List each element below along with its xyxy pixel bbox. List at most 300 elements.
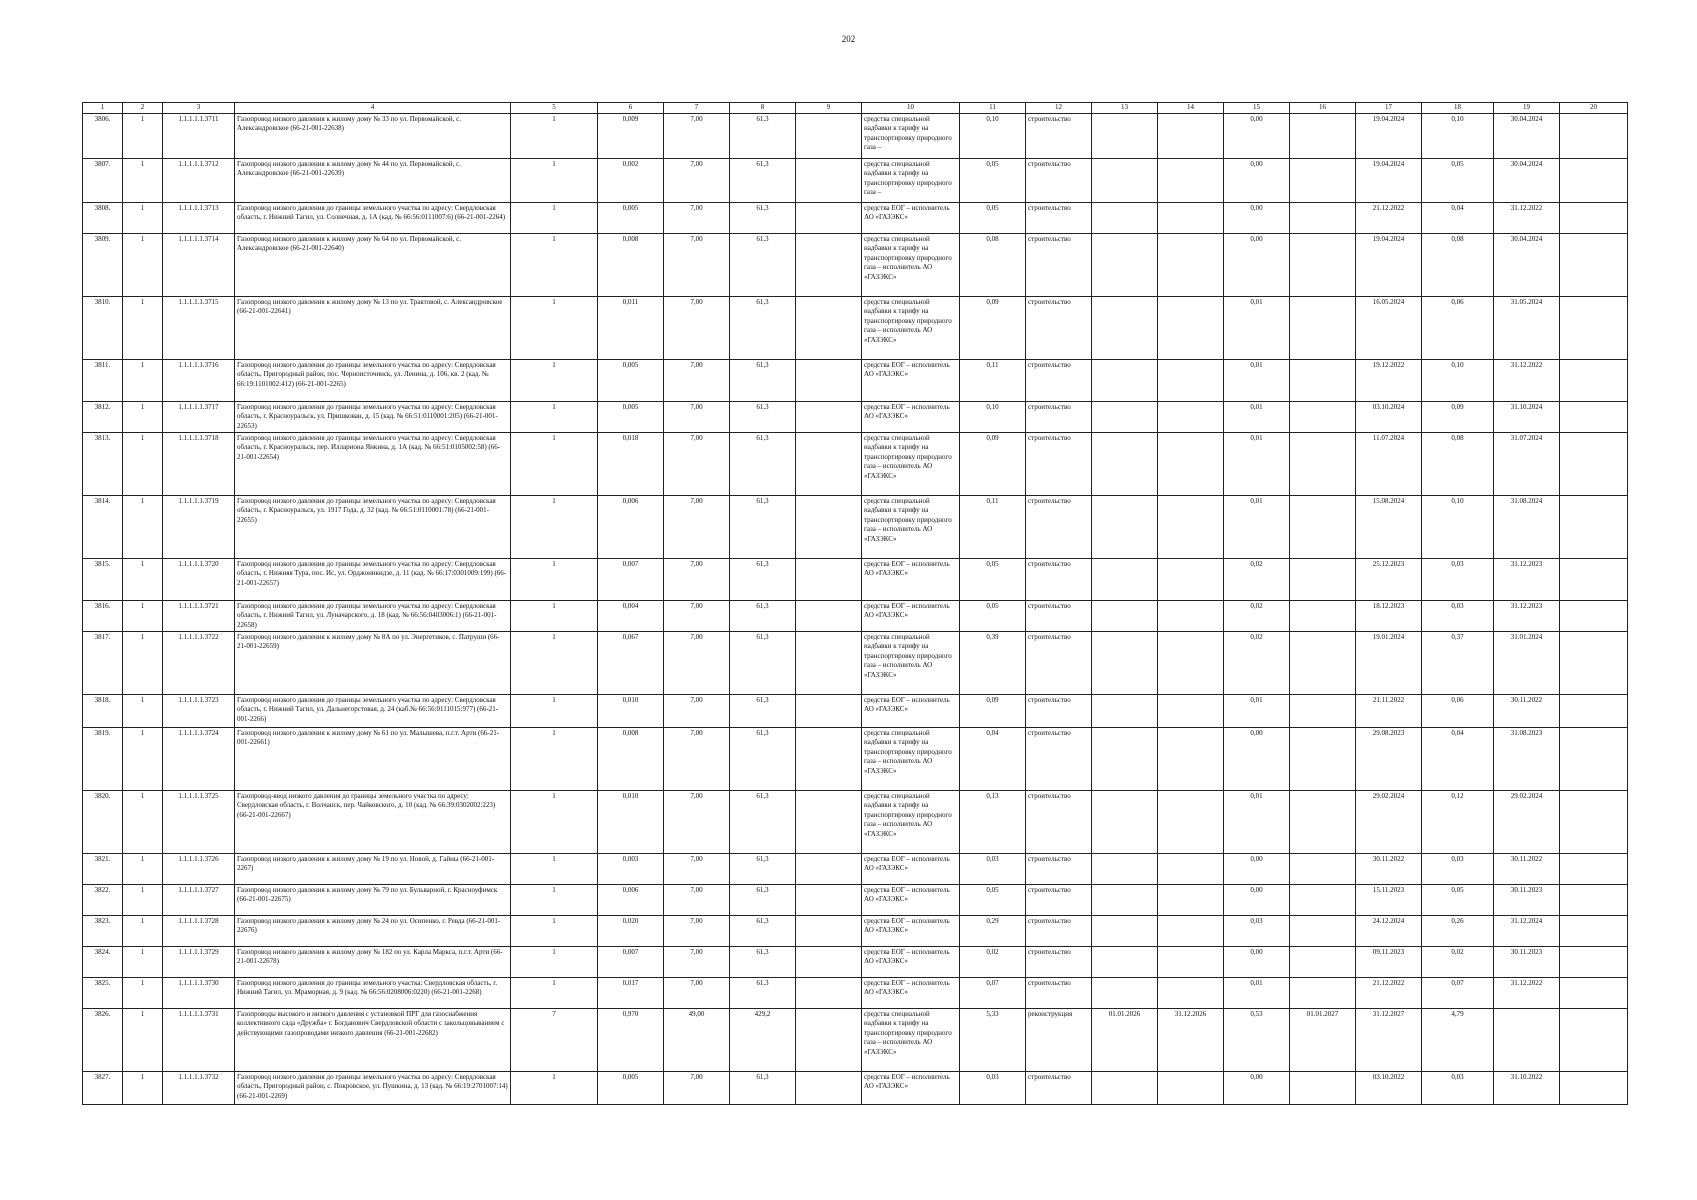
cell-col-9 bbox=[796, 727, 862, 790]
cell-col-4: Газопровод низкого давления до границы земельного участка по адресу: Свердловская область, г. Нижний Тагил, ул. Луначарского, д. 18 (кад. № 66:56:0403006:1) (66-21-001-22658) bbox=[235, 600, 511, 631]
table-body bbox=[83, 113, 1628, 1104]
cell-col-9 bbox=[796, 1071, 862, 1104]
cell-col-17: 21.12.2022 bbox=[1356, 977, 1422, 1008]
cell-col-19: 30.11.2023 bbox=[1494, 884, 1560, 915]
column-number-13: 13 bbox=[1092, 103, 1158, 114]
table-row bbox=[83, 296, 1628, 359]
cell-col-4: Газопровод низкого давления к жилому дому № 44 по ул. Первомайской, с. Александровское (66-21-001-22639) bbox=[235, 158, 511, 202]
cell-col-12: реконструкция bbox=[1026, 1008, 1092, 1071]
cell-col-8: 61,3 bbox=[730, 1071, 796, 1104]
table-row bbox=[83, 495, 1628, 558]
cell-col-2: 1 bbox=[123, 631, 163, 694]
cell-col-5: 1 bbox=[511, 233, 598, 296]
cell-col-3: 1.1.1.1.1.3731 bbox=[163, 1008, 235, 1071]
cell-col-14 bbox=[1158, 977, 1224, 1008]
cell-col-12: строительство bbox=[1026, 558, 1092, 600]
cell-col-14 bbox=[1158, 884, 1224, 915]
cell-col-13 bbox=[1092, 694, 1158, 727]
cell-col-17: 29.08.2023 bbox=[1356, 727, 1422, 790]
cell-col-11: 0,10 bbox=[960, 401, 1026, 432]
cell-col-9 bbox=[796, 558, 862, 600]
column-number-7: 7 bbox=[664, 103, 730, 114]
cell-col-11: 0,11 bbox=[960, 359, 1026, 401]
cell-col-16 bbox=[1290, 790, 1356, 853]
cell-col-1: 3820. bbox=[83, 790, 123, 853]
cell-col-4: Газопроводы высокого и низкого давления с установкой ПРГ для газоснабжения коллективного сада «Дружба» г. Богданович Свердловской области с закольцовыванием с действующими газопроводами низкого давления (66-21-001-22682) bbox=[235, 1008, 511, 1071]
cell-col-17: 19.04.2024 bbox=[1356, 113, 1422, 158]
cell-col-5: 1 bbox=[511, 884, 598, 915]
cell-col-1: 3807. bbox=[83, 158, 123, 202]
table-row bbox=[83, 915, 1628, 946]
cell-col-6: 0,007 bbox=[598, 946, 664, 977]
cell-col-10: средства специальной надбавки к тарифу на транспортировку природного газа – bbox=[862, 113, 960, 158]
cell-col-7: 7,00 bbox=[664, 727, 730, 790]
cell-col-6: 0,006 bbox=[598, 884, 664, 915]
cell-col-8: 61,3 bbox=[730, 946, 796, 977]
cell-col-14 bbox=[1158, 694, 1224, 727]
cell-col-11: 0,08 bbox=[960, 233, 1026, 296]
cell-col-19: 31.08.2023 bbox=[1494, 727, 1560, 790]
cell-col-20 bbox=[1560, 558, 1628, 600]
cell-col-6: 0,005 bbox=[598, 359, 664, 401]
cell-col-3: 1.1.1.1.1.3718 bbox=[163, 432, 235, 495]
cell-col-17: 19.04.2024 bbox=[1356, 233, 1422, 296]
cell-col-15: 0,01 bbox=[1224, 694, 1290, 727]
column-number-9: 9 bbox=[796, 103, 862, 114]
cell-col-4: Газопровод низкого давления до границы земельного участка по адресу: Свердловская область, г. Нижний Тагил, ул. Солнечная, д. 1А (кад. № 66:56:0111007:6) (66-21-001-2264) bbox=[235, 202, 511, 233]
cell-col-4: Газопровод низкого давления к жилому дому № 61 по ул. Малышева, п.г.т. Арти (66-21-001-22661) bbox=[235, 727, 511, 790]
cell-col-13 bbox=[1092, 296, 1158, 359]
cell-col-13 bbox=[1092, 727, 1158, 790]
cell-col-11: 0,05 bbox=[960, 202, 1026, 233]
cell-col-2: 1 bbox=[123, 915, 163, 946]
cell-col-19: 30.04.2024 bbox=[1494, 158, 1560, 202]
cell-col-19: 31.12.2024 bbox=[1494, 915, 1560, 946]
cell-col-8: 61,3 bbox=[730, 600, 796, 631]
cell-col-10: средства ЕОГ – исполнитель АО «ГАЗЭКС» bbox=[862, 977, 960, 1008]
cell-col-5: 1 bbox=[511, 631, 598, 694]
cell-col-6: 0,006 bbox=[598, 495, 664, 558]
cell-col-20 bbox=[1560, 296, 1628, 359]
cell-col-19: 30.11.2022 bbox=[1494, 694, 1560, 727]
cell-col-1: 3808. bbox=[83, 202, 123, 233]
cell-col-9 bbox=[796, 977, 862, 1008]
cell-col-6: 0,018 bbox=[598, 432, 664, 495]
cell-col-19: 30.11.2023 bbox=[1494, 946, 1560, 977]
table-row bbox=[83, 853, 1628, 884]
cell-col-19: 31.10.2024 bbox=[1494, 401, 1560, 432]
cell-col-15: 0,01 bbox=[1224, 432, 1290, 495]
cell-col-1: 3809. bbox=[83, 233, 123, 296]
cell-col-14 bbox=[1158, 401, 1224, 432]
cell-col-16 bbox=[1290, 202, 1356, 233]
cell-col-11: 0,05 bbox=[960, 558, 1026, 600]
cell-col-19: 31.12.2022 bbox=[1494, 977, 1560, 1008]
cell-col-14 bbox=[1158, 1071, 1224, 1104]
cell-col-11: 0,07 bbox=[960, 977, 1026, 1008]
cell-col-8: 61,3 bbox=[730, 202, 796, 233]
cell-col-15: 0,00 bbox=[1224, 202, 1290, 233]
cell-col-16 bbox=[1290, 1071, 1356, 1104]
cell-col-9 bbox=[796, 158, 862, 202]
cell-col-17: 21.11.2022 bbox=[1356, 694, 1422, 727]
cell-col-10: средства ЕОГ – исполнитель АО «ГАЗЭКС» bbox=[862, 853, 960, 884]
cell-col-7: 7,00 bbox=[664, 915, 730, 946]
cell-col-14 bbox=[1158, 202, 1224, 233]
cell-col-7: 49,00 bbox=[664, 1008, 730, 1071]
table-row bbox=[83, 1071, 1628, 1104]
cell-col-20 bbox=[1560, 495, 1628, 558]
cell-col-11: 0,04 bbox=[960, 727, 1026, 790]
cell-col-13 bbox=[1092, 495, 1158, 558]
cell-col-3: 1.1.1.1.1.3719 bbox=[163, 495, 235, 558]
cell-col-19: 31.01.2024 bbox=[1494, 631, 1560, 694]
cell-col-5: 1 bbox=[511, 694, 598, 727]
cell-col-8: 61,3 bbox=[730, 233, 796, 296]
cell-col-12: строительство bbox=[1026, 694, 1092, 727]
cell-col-5: 1 bbox=[511, 202, 598, 233]
cell-col-17: 25.12.2023 bbox=[1356, 558, 1422, 600]
cell-col-8: 61,3 bbox=[730, 915, 796, 946]
cell-col-5: 1 bbox=[511, 853, 598, 884]
cell-col-2: 1 bbox=[123, 202, 163, 233]
cell-col-7: 7,00 bbox=[664, 694, 730, 727]
cell-col-18: 0,06 bbox=[1422, 296, 1494, 359]
cell-col-2: 1 bbox=[123, 694, 163, 727]
cell-col-15: 0,01 bbox=[1224, 790, 1290, 853]
cell-col-13 bbox=[1092, 853, 1158, 884]
cell-col-1: 3822. bbox=[83, 884, 123, 915]
cell-col-11: 5,33 bbox=[960, 1008, 1026, 1071]
cell-col-6: 0,003 bbox=[598, 853, 664, 884]
cell-col-7: 7,00 bbox=[664, 1071, 730, 1104]
cell-col-18: 0,03 bbox=[1422, 853, 1494, 884]
cell-col-3: 1.1.1.1.1.3723 bbox=[163, 694, 235, 727]
cell-col-13 bbox=[1092, 158, 1158, 202]
cell-col-14 bbox=[1158, 915, 1224, 946]
cell-col-19 bbox=[1494, 1008, 1560, 1071]
column-number-15: 15 bbox=[1224, 103, 1290, 114]
cell-col-13 bbox=[1092, 946, 1158, 977]
cell-col-9 bbox=[796, 853, 862, 884]
cell-col-8: 61,3 bbox=[730, 884, 796, 915]
cell-col-18: 0,03 bbox=[1422, 1071, 1494, 1104]
cell-col-11: 0,05 bbox=[960, 600, 1026, 631]
cell-col-11: 0,02 bbox=[960, 946, 1026, 977]
cell-col-18: 0,10 bbox=[1422, 495, 1494, 558]
cell-col-5: 7 bbox=[511, 1008, 598, 1071]
table-row bbox=[83, 158, 1628, 202]
cell-col-19: 31.12.2022 bbox=[1494, 202, 1560, 233]
cell-col-8: 61,3 bbox=[730, 359, 796, 401]
cell-col-13 bbox=[1092, 884, 1158, 915]
cell-col-10: средства ЕОГ – исполнитель АО «ГАЗЭКС» bbox=[862, 359, 960, 401]
cell-col-6: 0,005 bbox=[598, 1071, 664, 1104]
cell-col-9 bbox=[796, 600, 862, 631]
column-number-3: 3 bbox=[163, 103, 235, 114]
cell-col-19: 31.05.2024 bbox=[1494, 296, 1560, 359]
cell-col-18: 0,10 bbox=[1422, 359, 1494, 401]
cell-col-14 bbox=[1158, 946, 1224, 977]
cell-col-15: 0,01 bbox=[1224, 977, 1290, 1008]
cell-col-4: Газопровод низкого давления до границы земельного участка: Свердловская область, г. Нижний Тагил, ул. Мраморная, д. 9 (кад. № 66:56:0208006:0220) (66-21-001-2268) bbox=[235, 977, 511, 1008]
cell-col-2: 1 bbox=[123, 401, 163, 432]
cell-col-2: 1 bbox=[123, 884, 163, 915]
cell-col-20 bbox=[1560, 853, 1628, 884]
cell-col-12: строительство bbox=[1026, 296, 1092, 359]
cell-col-18: 0,10 bbox=[1422, 113, 1494, 158]
cell-col-4: Газопровод низкого давления к жилому дому № 33 по ул. Первомайской, с. Александровское (66-21-001-22638) bbox=[235, 113, 511, 158]
cell-col-9 bbox=[796, 1008, 862, 1071]
cell-col-12: строительство bbox=[1026, 359, 1092, 401]
cell-col-15: 0,00 bbox=[1224, 158, 1290, 202]
cell-col-15: 0,02 bbox=[1224, 558, 1290, 600]
cell-col-4: Газопровод низкого давления к жилому дому № 19 по ул. Новой, д. Гайны (66-21-001-2267) bbox=[235, 853, 511, 884]
cell-col-12: строительство bbox=[1026, 495, 1092, 558]
cell-col-7: 7,00 bbox=[664, 884, 730, 915]
cell-col-4: Газопровод низкого давления к жилому дому № 24 по ул. Осипенко, г. Ревда (66-21-001-22676) bbox=[235, 915, 511, 946]
cell-col-18: 0,08 bbox=[1422, 432, 1494, 495]
cell-col-8: 61,3 bbox=[730, 977, 796, 1008]
cell-col-12: строительство bbox=[1026, 401, 1092, 432]
cell-col-3: 1.1.1.1.1.3730 bbox=[163, 977, 235, 1008]
cell-col-17: 11.07.2024 bbox=[1356, 432, 1422, 495]
cell-col-11: 0,03 bbox=[960, 1071, 1026, 1104]
cell-col-16 bbox=[1290, 694, 1356, 727]
cell-col-10: средства ЕОГ – исполнитель АО «ГАЗЭКС» bbox=[862, 558, 960, 600]
cell-col-13: 01.01.2026 bbox=[1092, 1008, 1158, 1071]
cell-col-10: средства ЕОГ – исполнитель АО «ГАЗЭКС» bbox=[862, 884, 960, 915]
cell-col-9 bbox=[796, 233, 862, 296]
cell-col-12: строительство bbox=[1026, 631, 1092, 694]
cell-col-9 bbox=[796, 946, 862, 977]
cell-col-2: 1 bbox=[123, 432, 163, 495]
cell-col-7: 7,00 bbox=[664, 359, 730, 401]
cell-col-1: 3814. bbox=[83, 495, 123, 558]
cell-col-12: строительство bbox=[1026, 727, 1092, 790]
cell-col-7: 7,00 bbox=[664, 600, 730, 631]
cell-col-2: 1 bbox=[123, 977, 163, 1008]
cell-col-2: 1 bbox=[123, 1008, 163, 1071]
cell-col-19: 30.04.2024 bbox=[1494, 233, 1560, 296]
cell-col-13 bbox=[1092, 631, 1158, 694]
cell-col-5: 1 bbox=[511, 790, 598, 853]
cell-col-17: 03.10.2022 bbox=[1356, 1071, 1422, 1104]
cell-col-12: строительство bbox=[1026, 600, 1092, 631]
cell-col-13 bbox=[1092, 202, 1158, 233]
page-number: 202 bbox=[841, 34, 856, 44]
cell-col-17: 19.04.2024 bbox=[1356, 158, 1422, 202]
cell-col-3: 1.1.1.1.1.3712 bbox=[163, 158, 235, 202]
cell-col-9 bbox=[796, 202, 862, 233]
cell-col-8: 61,3 bbox=[730, 694, 796, 727]
cell-col-3: 1.1.1.1.1.3711 bbox=[163, 113, 235, 158]
cell-col-20 bbox=[1560, 401, 1628, 432]
cell-col-1: 3817. bbox=[83, 631, 123, 694]
cell-col-16 bbox=[1290, 853, 1356, 884]
cell-col-7: 7,00 bbox=[664, 113, 730, 158]
investment-program-table bbox=[82, 102, 1628, 1105]
cell-col-13 bbox=[1092, 915, 1158, 946]
cell-col-9 bbox=[796, 694, 862, 727]
table-row bbox=[83, 113, 1628, 158]
cell-col-20 bbox=[1560, 432, 1628, 495]
column-number-5: 5 bbox=[511, 103, 598, 114]
column-number-2: 2 bbox=[123, 103, 163, 114]
cell-col-17: 19.12.2022 bbox=[1356, 359, 1422, 401]
cell-col-11: 0,39 bbox=[960, 631, 1026, 694]
cell-col-2: 1 bbox=[123, 113, 163, 158]
cell-col-4: Газопровод низкого давления к жилому дому № 182 по ул. Карла Маркса, п.г.т. Арти (66-21-001-22678) bbox=[235, 946, 511, 977]
cell-col-15: 0,01 bbox=[1224, 296, 1290, 359]
cell-col-15: 0,00 bbox=[1224, 1071, 1290, 1104]
cell-col-19: 31.12.2023 bbox=[1494, 558, 1560, 600]
cell-col-18: 0,03 bbox=[1422, 600, 1494, 631]
cell-col-17: 29.02.2024 bbox=[1356, 790, 1422, 853]
cell-col-17: 18.12.2023 bbox=[1356, 600, 1422, 631]
cell-col-8: 61,3 bbox=[730, 113, 796, 158]
cell-col-17: 31.12.2027 bbox=[1356, 1008, 1422, 1071]
cell-col-13 bbox=[1092, 113, 1158, 158]
cell-col-11: 0,09 bbox=[960, 694, 1026, 727]
cell-col-19: 31.07.2024 bbox=[1494, 432, 1560, 495]
table-row bbox=[83, 977, 1628, 1008]
cell-col-1: 3815. bbox=[83, 558, 123, 600]
cell-col-7: 7,00 bbox=[664, 432, 730, 495]
cell-col-6: 0,002 bbox=[598, 158, 664, 202]
cell-col-12: строительство bbox=[1026, 853, 1092, 884]
cell-col-12: строительство bbox=[1026, 113, 1092, 158]
cell-col-14 bbox=[1158, 495, 1224, 558]
cell-col-14 bbox=[1158, 158, 1224, 202]
cell-col-20 bbox=[1560, 915, 1628, 946]
cell-col-10: средства ЕОГ – исполнитель АО «ГАЗЭКС» bbox=[862, 1071, 960, 1104]
table-row bbox=[83, 790, 1628, 853]
cell-col-13 bbox=[1092, 359, 1158, 401]
cell-col-13 bbox=[1092, 401, 1158, 432]
table-row bbox=[83, 558, 1628, 600]
cell-col-8: 61,3 bbox=[730, 727, 796, 790]
cell-col-12: строительство bbox=[1026, 158, 1092, 202]
cell-col-20 bbox=[1560, 946, 1628, 977]
cell-col-9 bbox=[796, 631, 862, 694]
cell-col-11: 0,05 bbox=[960, 158, 1026, 202]
cell-col-15: 0,00 bbox=[1224, 853, 1290, 884]
column-number-16: 16 bbox=[1290, 103, 1356, 114]
cell-col-15: 0,53 bbox=[1224, 1008, 1290, 1071]
cell-col-10: средства специальной надбавки к тарифу на транспортировку природного газа – исполнитель АО «ГАЗЭКС» bbox=[862, 296, 960, 359]
cell-col-2: 1 bbox=[123, 1071, 163, 1104]
cell-col-6: 0,011 bbox=[598, 296, 664, 359]
cell-col-2: 1 bbox=[123, 158, 163, 202]
cell-col-6: 0,008 bbox=[598, 233, 664, 296]
table-row bbox=[83, 359, 1628, 401]
cell-col-12: строительство bbox=[1026, 1071, 1092, 1104]
cell-col-16 bbox=[1290, 495, 1356, 558]
cell-col-3: 1.1.1.1.1.3729 bbox=[163, 946, 235, 977]
cell-col-2: 1 bbox=[123, 495, 163, 558]
cell-col-19: 31.08.2024 bbox=[1494, 495, 1560, 558]
cell-col-19: 30.04.2024 bbox=[1494, 113, 1560, 158]
cell-col-11: 0,11 bbox=[960, 495, 1026, 558]
cell-col-10: средства специальной надбавки к тарифу на транспортировку природного газа – исполнитель АО «ГАЗЭКС» bbox=[862, 790, 960, 853]
cell-col-6: 0,970 bbox=[598, 1008, 664, 1071]
cell-col-1: 3810. bbox=[83, 296, 123, 359]
cell-col-15: 0,01 bbox=[1224, 359, 1290, 401]
cell-col-4: Газопровод низкого давления к жилому дому № 13 по ул. Трактовой, с. Александровское (66-21-001-22641) bbox=[235, 296, 511, 359]
cell-col-5: 1 bbox=[511, 432, 598, 495]
cell-col-9 bbox=[796, 401, 862, 432]
cell-col-16 bbox=[1290, 158, 1356, 202]
cell-col-13 bbox=[1092, 558, 1158, 600]
cell-col-5: 1 bbox=[511, 1071, 598, 1104]
cell-col-3: 1.1.1.1.1.3715 bbox=[163, 296, 235, 359]
cell-col-14 bbox=[1158, 558, 1224, 600]
cell-col-18: 4,79 bbox=[1422, 1008, 1494, 1071]
cell-col-14 bbox=[1158, 790, 1224, 853]
cell-col-14 bbox=[1158, 359, 1224, 401]
cell-col-5: 1 bbox=[511, 296, 598, 359]
cell-col-7: 7,00 bbox=[664, 790, 730, 853]
cell-col-2: 1 bbox=[123, 727, 163, 790]
cell-col-11: 0,13 bbox=[960, 790, 1026, 853]
cell-col-11: 0,03 bbox=[960, 853, 1026, 884]
cell-col-10: средства ЕОГ – исполнитель АО «ГАЗЭКС» bbox=[862, 600, 960, 631]
column-number-1: 1 bbox=[83, 103, 123, 114]
cell-col-14 bbox=[1158, 600, 1224, 631]
cell-col-14 bbox=[1158, 631, 1224, 694]
cell-col-16 bbox=[1290, 884, 1356, 915]
cell-col-6: 0,005 bbox=[598, 401, 664, 432]
cell-col-5: 1 bbox=[511, 977, 598, 1008]
cell-col-20 bbox=[1560, 631, 1628, 694]
cell-col-6: 0,005 bbox=[598, 202, 664, 233]
cell-col-11: 0,09 bbox=[960, 432, 1026, 495]
cell-col-9 bbox=[796, 495, 862, 558]
cell-col-15: 0,02 bbox=[1224, 600, 1290, 631]
cell-col-1: 3816. bbox=[83, 600, 123, 631]
cell-col-19: 29.02.2024 bbox=[1494, 790, 1560, 853]
table-row bbox=[83, 233, 1628, 296]
cell-col-5: 1 bbox=[511, 946, 598, 977]
column-number-11: 11 bbox=[960, 103, 1026, 114]
cell-col-9 bbox=[796, 915, 862, 946]
cell-col-10: средства ЕОГ – исполнитель АО «ГАЗЭКС» bbox=[862, 202, 960, 233]
cell-col-19: 30.11.2022 bbox=[1494, 853, 1560, 884]
cell-col-6: 0,017 bbox=[598, 977, 664, 1008]
cell-col-3: 1.1.1.1.1.3721 bbox=[163, 600, 235, 631]
cell-col-1: 3824. bbox=[83, 946, 123, 977]
cell-col-18: 0,06 bbox=[1422, 694, 1494, 727]
cell-col-4: Газопровод низкого давления до границы земельного участка по адресу: Свердловская область, Пригородный район, с. Покровское, ул. Пушкина, д. 13 (кад. № 66:19:2701007:14) (66-21-001-2269) bbox=[235, 1071, 511, 1104]
cell-col-12: строительство bbox=[1026, 946, 1092, 977]
cell-col-9 bbox=[796, 432, 862, 495]
cell-col-1: 3806. bbox=[83, 113, 123, 158]
cell-col-3: 1.1.1.1.1.3726 bbox=[163, 853, 235, 884]
cell-col-8: 429,2 bbox=[730, 1008, 796, 1071]
cell-col-2: 1 bbox=[123, 600, 163, 631]
cell-col-5: 1 bbox=[511, 727, 598, 790]
cell-col-10: средства ЕОГ – исполнитель АО «ГАЗЭКС» bbox=[862, 401, 960, 432]
cell-col-2: 1 bbox=[123, 296, 163, 359]
cell-col-20 bbox=[1560, 694, 1628, 727]
cell-col-2: 1 bbox=[123, 359, 163, 401]
cell-col-18: 0,09 bbox=[1422, 401, 1494, 432]
cell-col-17: 15.11.2023 bbox=[1356, 884, 1422, 915]
cell-col-18: 0,37 bbox=[1422, 631, 1494, 694]
column-number-8: 8 bbox=[730, 103, 796, 114]
cell-col-4: Газопровод низкого давления до границы земельного участка по адресу: Свердловская область, г. Красноуральск, пер. Иллариона Янкина, д. 1А (кад. № 66:51:0105002:58) (66-21-001-22654) bbox=[235, 432, 511, 495]
